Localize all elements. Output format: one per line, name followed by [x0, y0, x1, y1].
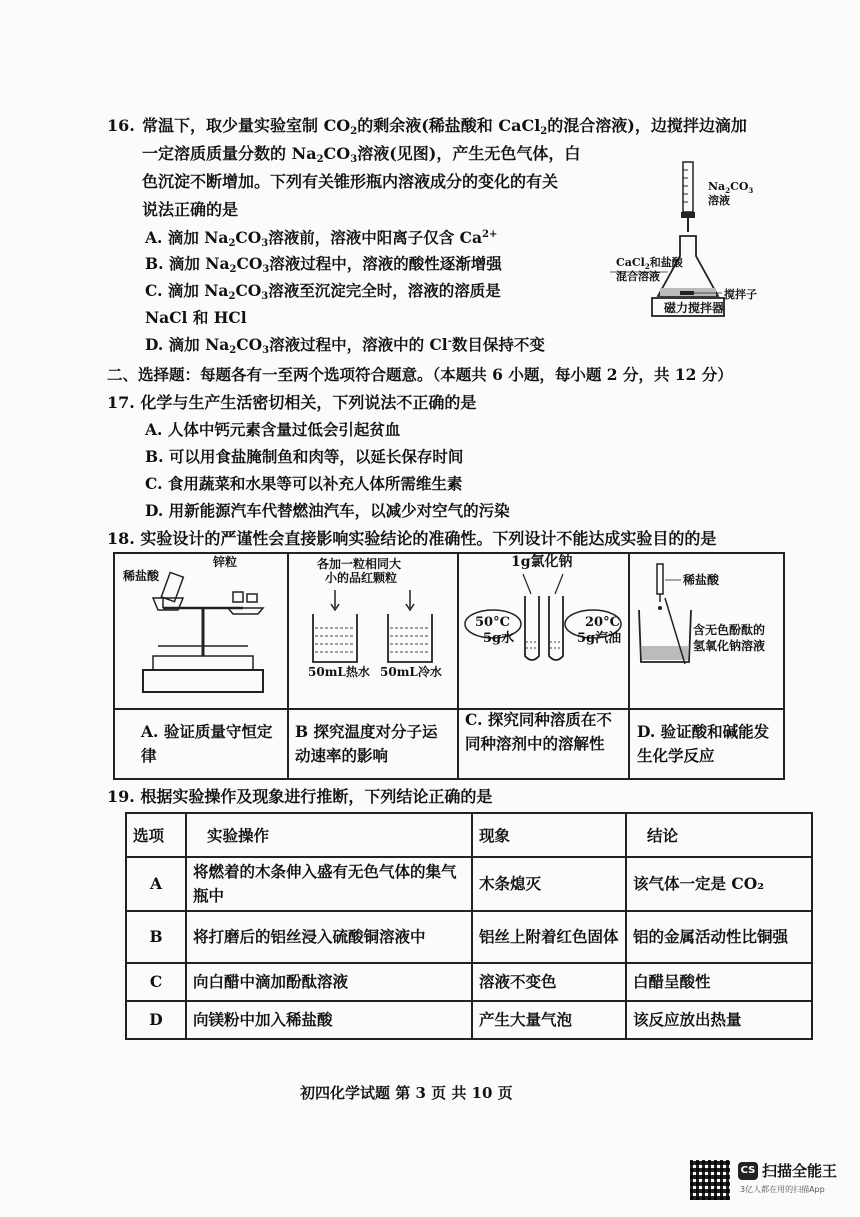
q16-fig-flask-label: CaCl$_2$和盐酸 [616, 256, 683, 271]
q18-option-b[interactable]: B 探究温度对分子运动速率的影响 [295, 722, 438, 765]
q19-cell: 产生大量气泡 [472, 1001, 626, 1039]
q19-row-d[interactable] [126, 1001, 812, 1039]
q17-stem: 17. 化学与生产生活密切相关，下列说法不正确的是 [107, 393, 477, 412]
q19-stem: 19. 根据实验操作及现象进行推断，下列结论正确的是 [107, 787, 493, 806]
q17-option-c[interactable]: C. 食用蔬菜和水果等可以补充人体所需维生素 [145, 474, 463, 493]
q18-fig-d-solution-label: 含无色酚酞的 [693, 623, 766, 637]
q19-cell: 铝的金属活动性比铜强 [626, 911, 812, 963]
q16-option-c-cont: NaCl 和 HCl [145, 308, 247, 327]
q19-header-phenomenon: 现象 [472, 813, 626, 857]
q18-fig-b-hot-label: 50mL热水 [308, 665, 370, 679]
qr-code-icon [690, 1160, 730, 1200]
q18-fig-b-top-label-2: 小的品红颗粒 [325, 571, 398, 585]
q18-fig-d-acid-label: 稀盐酸 [683, 573, 720, 587]
q19-cell: 木条熄灭 [472, 857, 626, 911]
q18-fig-a-zinc-label: 锌粒 [213, 555, 238, 569]
q17-option-b[interactable]: B. 可以用食盐腌制鱼和肉等，以延长保存时间 [145, 447, 464, 466]
q16-number: 16. [107, 116, 135, 135]
q18-experiment-grid [113, 552, 785, 780]
q19-table [125, 812, 813, 1040]
q18-fig-b-cold-label: 50mL冷水 [380, 665, 442, 679]
q19-cell: 向镁粉中加入稀盐酸 [186, 1001, 472, 1039]
q19-cell: 将燃着的木条伸入盛有无色气体的集气瓶中 [186, 857, 472, 911]
q18-fig-c-top-label: 1g氯化钠 [511, 554, 573, 570]
q19-row-b[interactable] [126, 911, 812, 963]
q16-stem-line4: 说法正确的是 [142, 200, 239, 219]
watermark-tagline: 3亿人都在用的扫描App [740, 1185, 825, 1194]
q19-cell: 将打磨后的铝丝浸入硫酸铜溶液中 [186, 911, 472, 963]
q18-fig-a-acid-label: 稀盐酸 [123, 569, 160, 583]
q19-cell: 白醋呈酸性 [626, 963, 812, 1001]
q18-fig-c-oil: 5g汽油 [577, 631, 622, 646]
q19-header-conclusion: 结论 [626, 813, 812, 857]
q19-cell: 该反应放出热量 [626, 1001, 812, 1039]
q16-fig-flask-label-2: 混合溶液 [616, 270, 660, 283]
q18-option-a[interactable]: A. 验证质量守恒定律 [141, 722, 273, 765]
q19-row-c[interactable] [126, 963, 812, 1001]
q18-option-d[interactable]: D. 验证酸和碱能发生化学反应 [637, 722, 770, 765]
q19-header-row [126, 813, 812, 857]
q16-option-d[interactable]: D. 滴加 $Na_2CO_3$溶液过程中，溶液中的 Cl-数目保持不变 [145, 335, 545, 356]
q16-fig-stirbar-label: 搅拌子 [724, 288, 757, 301]
q16-fig-reagent-label-2: 溶液 [708, 194, 730, 207]
q19-header-operation: 实验操作 [186, 813, 472, 857]
q17-option-a[interactable]: A. 人体中钙元素含量过低会引起贫血 [145, 420, 401, 439]
q18-fig-b-top-label: 各加一粒相同大 [317, 557, 402, 571]
q19-cell: A [126, 857, 186, 911]
q17-option-d[interactable]: D. 用新能源汽车代替燃油汽车，以减少对空气的污染 [145, 501, 510, 520]
q19-cell: 该气体一定是 CO₂ [626, 857, 812, 911]
q18-fig-d-solution-label-2: 氢氧化钠溶液 [693, 639, 766, 653]
section2-heading: 二、选择题：每题各有一至两个选项符合题意。（本题共 6 小题，每小题 2 分，共 12 分） [107, 365, 733, 384]
q18-beakers-figure [295, 588, 455, 668]
q19-cell: D [126, 1001, 186, 1039]
q16-option-a[interactable]: A. 滴加 $Na_2CO_3$溶液前，溶液中阳离子仅含 $Ca^{2+}$ [145, 228, 498, 249]
watermark-brand: 扫描全能王 [762, 1162, 838, 1180]
q19-cell: B [126, 911, 186, 963]
q16-stem-line3: 色沉淀不断增加。下列有关锥形瓶内溶液成分的变化的有关 [142, 172, 559, 191]
q19-cell: C [126, 963, 186, 1001]
q16-option-c[interactable]: C. 滴加 $Na_2CO_3$溶液至沉淀完全时，溶液的溶质是 [145, 281, 501, 302]
q18-fig-c-temp1: 50°C [475, 615, 510, 630]
q16-stem-line2: 一定溶质质量分数的 $Na_2CO_3$溶液(见图)，产生无色气体，白 [142, 144, 581, 165]
q16-option-b[interactable]: B. 滴加 $Na_2CO_3$溶液过程中，溶液的酸性逐渐增强 [145, 254, 502, 275]
page-footer: 初四化学试题 第 3 页 共 10 页 [300, 1084, 513, 1102]
camscanner-logo-icon: CS [738, 1162, 758, 1180]
q18-option-c[interactable]: C. 探究同种溶质在不同种溶剂中的溶解性 [465, 710, 612, 753]
q16-stem-line1: 常温下，取少量实验室制 $CO_2$的剩余液(稀盐酸和 CaCl$_2$的混合溶液)，边搅拌边滴加 [142, 116, 747, 137]
q19-cell: 溶液不变色 [472, 963, 626, 1001]
q19-cell: 铝丝上附着红色固体 [472, 911, 626, 963]
q18-fig-c-water: 5g水 [483, 631, 515, 646]
q16-fig-reagent-label: $Na_2CO_3$ [708, 180, 754, 195]
q19-row-a[interactable] [126, 857, 812, 911]
q19-header-option: 选项 [126, 813, 186, 857]
q18-stem: 18. 实验设计的严谨性会直接影响实验结论的准确性。下列设计不能达成实验目的的是 [107, 529, 717, 548]
q19-cell: 向白醋中滴加酚酞溶液 [186, 963, 472, 1001]
q16-fig-stirrer-label: 磁力搅拌器 [664, 301, 725, 315]
q18-fig-c-temp2: 20°C [585, 615, 620, 630]
